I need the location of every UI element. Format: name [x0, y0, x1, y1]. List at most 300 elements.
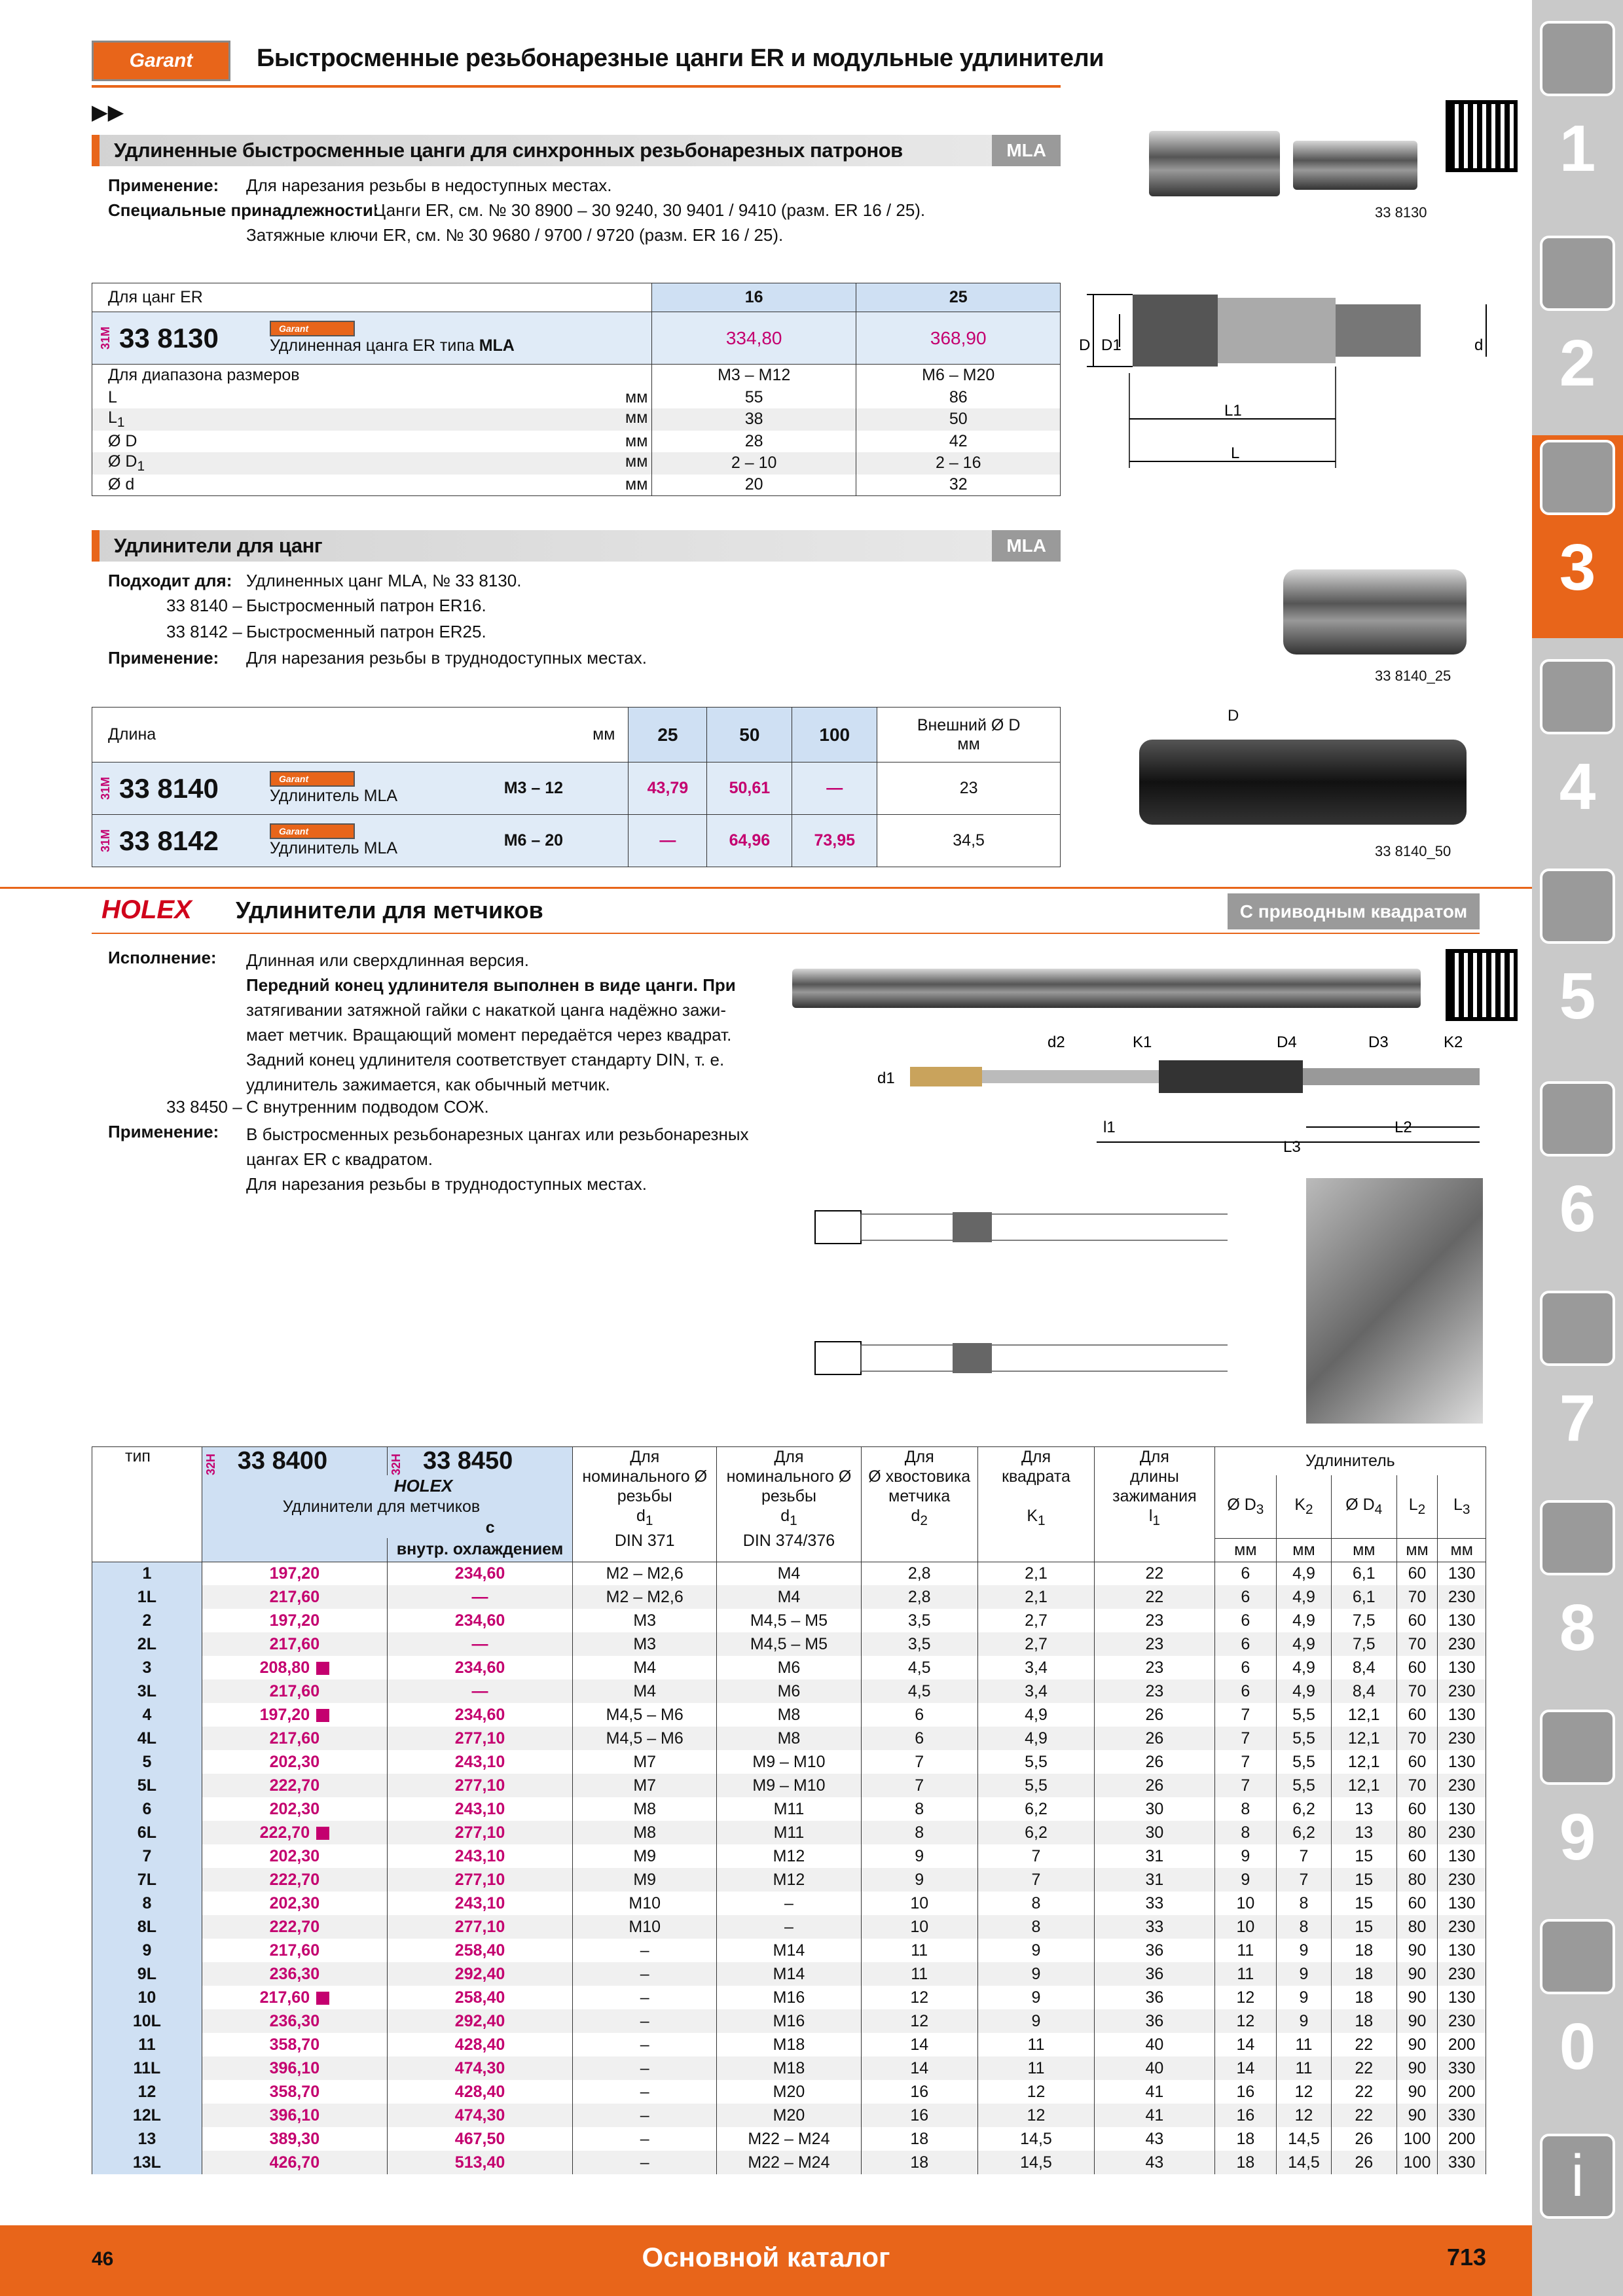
s2-caption-2: 33 8140_50 [1375, 843, 1451, 859]
chapter-i-icon[interactable]: i [1540, 2134, 1615, 2219]
spec-cell: 7 [1277, 1868, 1332, 1892]
spec-cell: 60 [1396, 1797, 1438, 1821]
type-cell: 8 [92, 1892, 202, 1915]
price-cell: 358,70 [202, 2033, 387, 2056]
spec-cell: 4,9 [1277, 1562, 1332, 1585]
price-cell: 428,40 [387, 2033, 572, 2056]
table-row[interactable] [92, 1939, 1486, 1962]
s1-brand-logo: Garant [270, 321, 355, 336]
spec-cell: 6,2 [977, 1821, 1094, 1844]
bt-sub-L2: $L_2$ [1396, 1475, 1438, 1538]
spec-cell: 90 [1396, 1939, 1438, 1962]
table-row[interactable] [92, 1679, 1486, 1703]
spec-cell: 130 [1438, 1892, 1486, 1915]
section1-bar [92, 135, 1061, 166]
bt-h: метчика [888, 1487, 951, 1505]
spec-cell: 14 [1214, 2033, 1276, 2056]
s3-app-line: цангах ER с квадратом. [246, 1149, 433, 1169]
spec-cell: 3,5 [861, 1609, 977, 1632]
s2-caption-1: 33 8140_25 [1375, 668, 1451, 684]
chapter-8-icon[interactable] [1540, 1500, 1615, 1575]
chapter-9-icon[interactable] [1540, 1710, 1615, 1785]
table-row[interactable] [92, 2080, 1486, 2104]
type-cell: 11 [92, 2033, 202, 2056]
s1-price-25: 368,90 [856, 312, 1061, 365]
spec-cell: – [573, 1939, 717, 1962]
spec-cell: 14,5 [977, 2127, 1094, 2151]
availability-marker [316, 1992, 329, 2005]
spec-cell: 9 [1214, 1844, 1276, 1868]
s2-range: M3 – 12 [439, 762, 629, 815]
s2-side-code: 31M [99, 776, 112, 800]
s3-exec-line: Задний конец удлинителя соответствует стандарту DIN, т. е. [246, 1050, 725, 1069]
price-cell: 217,60 [202, 1939, 387, 1962]
s2-side-code: 31M [99, 829, 112, 852]
s2-length-50: 50 [707, 708, 792, 762]
spec-cell: 13 [1331, 1797, 1396, 1821]
s2-drawing-D: D [1228, 707, 1239, 725]
bt-h: квадрата [1002, 1467, 1070, 1486]
spec-cell: 200 [1438, 2080, 1486, 2104]
table-row[interactable] [92, 1774, 1486, 1797]
spec-cell: 9 [977, 1986, 1094, 2009]
table-row[interactable] [92, 1727, 1486, 1750]
spec-cell: 4,9 [977, 1727, 1094, 1750]
spec-cell: 10 [861, 1915, 977, 1939]
spec-cell: 4,9 [1277, 1585, 1332, 1609]
spec-cell: 7 [1214, 1774, 1276, 1797]
chapter-2-icon[interactable] [1540, 236, 1615, 311]
spec-cell: 22 [1331, 2056, 1396, 2080]
bt-h: Для [904, 1448, 934, 1466]
price-cell: 234,60 [387, 1562, 572, 1585]
price-cell: 202,30 [202, 1892, 387, 1915]
table-row[interactable] [92, 1868, 1486, 1892]
s1-accessories-text1: Цанги ER, см. № 30 8900 – 30 9240, 30 9401 / 9410 (разм. ER 16 / 25). [373, 200, 926, 220]
price-cell: 428,40 [387, 2080, 572, 2104]
spec-cell: 22 [1331, 2080, 1396, 2104]
spec-cell: 18 [1331, 1962, 1396, 1986]
arrows-icon: ▶▶ [92, 100, 124, 124]
spec-cell: 8,4 [1331, 1656, 1396, 1679]
table-row[interactable] [92, 1562, 1486, 1585]
table-row[interactable] [92, 2033, 1486, 2056]
spec-cell: M14 [717, 1939, 861, 1962]
table-row[interactable] [92, 1797, 1486, 1821]
chapter-0-icon[interactable] [1540, 1919, 1615, 1994]
table-row[interactable] [92, 1750, 1486, 1774]
spec-cell: – [717, 1915, 861, 1939]
footer-page-left: 46 [92, 2248, 114, 2270]
spec-cell: M9 [573, 1844, 717, 1868]
dim-D3: D3 [1368, 1033, 1389, 1051]
spec-cell: 330 [1438, 2056, 1486, 2080]
s1-cell: 38 [651, 408, 856, 431]
price-cell: 277,10 [387, 1774, 572, 1797]
price-cell: 197,20 [202, 1703, 387, 1727]
bt-h: DIN 374/376 [742, 1532, 835, 1550]
spec-cell: 11 [1214, 1962, 1276, 1986]
spec-cell: 5,5 [977, 1750, 1094, 1774]
spec-cell: M3 [573, 1632, 717, 1656]
price-cell: 217,60 [202, 1585, 387, 1609]
spec-cell: 7 [861, 1750, 977, 1774]
s2-row-338142[interactable] [92, 815, 1061, 867]
table-row[interactable] [92, 2151, 1486, 2174]
section3-subrule [92, 933, 1480, 934]
spec-cell: 60 [1396, 1609, 1438, 1632]
chapter-4-icon[interactable] [1540, 659, 1615, 734]
table-row[interactable] [92, 1609, 1486, 1632]
s3-exec-line: Длинная или сверхдлинная версия. [246, 950, 529, 970]
spec-cell: 5,5 [1277, 1774, 1332, 1797]
type-cell: 5 [92, 1750, 202, 1774]
s3-exec-line: удлинитель зажимается, как обычный метчик. [246, 1075, 610, 1094]
chapter-number[interactable]: 3 [1559, 531, 1596, 604]
bt-h: Для [630, 1448, 660, 1466]
spec-cell: M6 [717, 1679, 861, 1703]
price-cell: 396,10 [202, 2056, 387, 2080]
table-row[interactable] [92, 2127, 1486, 2151]
extension-photo-50 [1139, 740, 1467, 825]
s2-range: M6 – 20 [439, 815, 629, 867]
chapter-number[interactable]: 2 [1559, 327, 1596, 400]
price-cell: 474,30 [387, 2104, 572, 2127]
bt-body [92, 1562, 1486, 2174]
s1-range-25: M6 – M20 [856, 365, 1061, 387]
spec-cell: 7 [1277, 1844, 1332, 1868]
price-cell: 292,40 [387, 1962, 572, 1986]
spec-cell: M22 – M24 [717, 2127, 861, 2151]
chapter-3-icon[interactable] [1540, 440, 1615, 515]
table-row[interactable] [92, 1986, 1486, 2009]
spec-cell: 26 [1095, 1703, 1215, 1727]
spec-cell: 3,4 [977, 1679, 1094, 1703]
spec-cell: 9 [977, 1939, 1094, 1962]
section2-bar [92, 530, 1061, 562]
spec-cell: 14 [861, 2033, 977, 2056]
collet-photo-1 [1149, 131, 1280, 196]
bt-unit: мм [1214, 1538, 1276, 1562]
s1-photo-caption: 33 8130 [1375, 204, 1427, 221]
spec-cell: 3,4 [977, 1656, 1094, 1679]
dim-L1: L1 [1224, 402, 1242, 420]
section2-title: Удлинители для цанг [114, 534, 323, 557]
table-row[interactable] [92, 2056, 1486, 2080]
bt-brand: HOLEX [393, 1476, 453, 1496]
spec-cell: 18 [1331, 1986, 1396, 2009]
s1-cell: 2 – 10 [651, 452, 856, 475]
type-cell: 7L [92, 1868, 202, 1892]
spec-cell: – [573, 2080, 717, 2104]
spec-cell: 11 [861, 1939, 977, 1962]
bt-unit: мм [1331, 1538, 1396, 1562]
spec-cell: 6 [1214, 1562, 1276, 1585]
spec-cell: 12 [1277, 2080, 1332, 2104]
spec-cell: 11 [861, 1962, 977, 1986]
bt-h: $d_1$ [636, 1507, 653, 1528]
spec-cell: 33 [1095, 1892, 1215, 1915]
s2-brand-logo: Garant [270, 771, 355, 787]
bt-code-338450: 33 8450 [422, 1447, 513, 1475]
spec-cell: 18 [1214, 2151, 1276, 2174]
qr-code-2[interactable] [1446, 949, 1518, 1021]
s2-l1-code: 33 8140 – [166, 596, 242, 615]
spec-cell: M20 [717, 2104, 861, 2127]
bt-unit: мм [1438, 1538, 1486, 1562]
spec-cell: 9 [861, 1844, 977, 1868]
tap-extender-photo [792, 969, 1421, 1008]
spec-cell: M2 – M2,6 [573, 1585, 717, 1609]
bt-sub-D3: Ø $D_3$ [1214, 1475, 1276, 1538]
spec-cell: M4,5 – M6 [573, 1703, 717, 1727]
spec-cell: 90 [1396, 2033, 1438, 2056]
chapter-number[interactable]: 9 [1559, 1801, 1596, 1874]
s2-desc: Удлинитель MLA [270, 839, 398, 857]
spec-cell: 6,2 [1277, 1797, 1332, 1821]
spec-cell: 9 [1277, 1962, 1332, 1986]
spec-cell: 33 [1095, 1915, 1215, 1939]
spec-cell: 4,5 [861, 1656, 977, 1679]
tap-extender-section-1 [809, 1172, 1228, 1289]
bt-code-338400: 33 8400 [237, 1447, 328, 1475]
spec-cell: M12 [717, 1844, 861, 1868]
spec-cell: 90 [1396, 2080, 1438, 2104]
chapter-number[interactable]: 4 [1559, 750, 1596, 823]
chapter-number[interactable]: 1 [1559, 112, 1596, 185]
chapter-7-icon[interactable] [1540, 1291, 1615, 1366]
chapter-6-icon[interactable] [1540, 1081, 1615, 1157]
spec-cell: 12 [1214, 1986, 1276, 2009]
spec-cell: 6 [1214, 1656, 1276, 1679]
chapter-number[interactable]: 7 [1559, 1382, 1596, 1455]
s2-price: 64,96 [707, 815, 792, 867]
table-row[interactable] [92, 1962, 1486, 1986]
bt-h: номинального Ø [582, 1467, 708, 1486]
spec-cell: M4 [717, 1585, 861, 1609]
tap-extender-drawing [871, 1028, 1493, 1172]
s2-length-label: Длина [92, 708, 439, 762]
type-cell: 2L [92, 1632, 202, 1656]
type-cell: 2 [92, 1609, 202, 1632]
spec-cell: 200 [1438, 2033, 1486, 2056]
spec-cell: 130 [1438, 1656, 1486, 1679]
spec-cell: 9 [861, 1868, 977, 1892]
dim-l1: l1 [1103, 1119, 1116, 1136]
s1-application-text: Для нарезания резьбы в недоступных местах. [246, 175, 612, 195]
price-cell: 234,60 [387, 1609, 572, 1632]
spec-cell: M8 [573, 1821, 717, 1844]
s1-accessories-label: Специальные принадлежности: [108, 200, 379, 220]
s3-exec-label: Исполнение: [108, 948, 217, 967]
price-cell: 217,60 [202, 1727, 387, 1750]
s2-price: 50,61 [707, 762, 792, 815]
spec-cell: 5,5 [1277, 1703, 1332, 1727]
spec-cell: 11 [1214, 1939, 1276, 1962]
spec-cell: 6 [861, 1727, 977, 1750]
s1-row-L1: $L_1$ [108, 408, 125, 430]
s2-row-338140[interactable] [92, 762, 1061, 815]
chapter-number[interactable]: 6 [1559, 1172, 1596, 1246]
spec-cell: 14,5 [1277, 2127, 1332, 2151]
spec-cell: 40 [1095, 2056, 1215, 2080]
dim-d: d [1474, 336, 1484, 354]
spec-cell: 9 [1277, 1939, 1332, 1962]
spec-cell: 12 [1214, 2009, 1276, 2033]
spec-cell: 7,5 [1331, 1609, 1396, 1632]
s1-size-25: 25 [856, 283, 1061, 312]
price-cell: 243,10 [387, 1892, 572, 1915]
spec-cell: 12,1 [1331, 1750, 1396, 1774]
spec-cell: 6 [1214, 1609, 1276, 1632]
spec-cell: 15 [1331, 1892, 1396, 1915]
s2-brand-logo: Garant [270, 823, 355, 839]
spec-cell: 18 [1331, 1939, 1396, 1962]
spec-cell: M9 – M10 [717, 1774, 861, 1797]
spec-cell: 230 [1438, 1679, 1486, 1703]
spec-cell: 12,1 [1331, 1774, 1396, 1797]
price-cell: — [387, 1632, 572, 1656]
spec-cell: – [573, 2104, 717, 2127]
section3-title: Удлинители для метчиков [236, 897, 543, 924]
table-row[interactable] [92, 1844, 1486, 1868]
spec-cell: 16 [1214, 2080, 1276, 2104]
dim-K2: K2 [1444, 1033, 1463, 1051]
spec-cell: 9 [1277, 1986, 1332, 2009]
spec-cell: 6,2 [977, 1797, 1094, 1821]
spec-cell: – [573, 2151, 717, 2174]
table-row[interactable] [92, 1656, 1486, 1679]
spec-cell: 36 [1095, 2009, 1215, 2033]
spec-cell: 18 [1331, 2009, 1396, 2033]
type-cell: 13 [92, 2127, 202, 2151]
spec-cell: 14 [1214, 2056, 1276, 2080]
spec-cell: 15 [1331, 1868, 1396, 1892]
s2-unit: мм [439, 708, 629, 762]
s2-fits-text: Удлиненных цанг MLA, № 33 8130. [246, 571, 522, 590]
spec-cell: 130 [1438, 1562, 1486, 1585]
bt-h: зажимания [1112, 1487, 1197, 1505]
table-row[interactable] [92, 1821, 1486, 1844]
s1-range-16: M3 – M12 [651, 365, 856, 387]
chapter-5-icon[interactable] [1540, 869, 1615, 944]
price-cell: 222,70 [202, 1915, 387, 1939]
price-cell: 222,70 [202, 1774, 387, 1797]
spec-cell: 80 [1396, 1821, 1438, 1844]
table-row[interactable] [92, 1703, 1486, 1727]
table-row[interactable] [92, 2009, 1486, 2033]
spec-cell: 4,9 [1277, 1679, 1332, 1703]
spec-cell: 80 [1396, 1868, 1438, 1892]
spec-cell: 26 [1331, 2151, 1396, 2174]
spec-cell: 7 [1214, 1750, 1276, 1774]
spec-cell: 5,5 [1277, 1727, 1332, 1750]
spec-cell: M9 [573, 1868, 717, 1892]
spec-cell: M11 [717, 1821, 861, 1844]
s1-application-label: Применение: [108, 175, 219, 195]
spec-cell: M3 [573, 1609, 717, 1632]
table-row[interactable] [92, 1585, 1486, 1609]
spec-cell: 6,1 [1331, 1562, 1396, 1585]
spec-cell: 18 [1214, 2127, 1276, 2151]
qr-code-1[interactable] [1446, 100, 1518, 172]
spec-cell: – [573, 2033, 717, 2056]
bt-h: Для [1139, 1448, 1169, 1466]
table-row[interactable] [92, 2104, 1486, 2127]
chapter-number[interactable]: 8 [1559, 1591, 1596, 1664]
machining-photo [1306, 1178, 1483, 1424]
spec-cell: 7,5 [1331, 1632, 1396, 1656]
spec-cell: 230 [1438, 1868, 1486, 1892]
price-cell: 222,70 [202, 1868, 387, 1892]
spec-cell: 4,9 [1277, 1632, 1332, 1656]
spec-cell: 7 [977, 1868, 1094, 1892]
spec-cell: 230 [1438, 1915, 1486, 1939]
s2-table [92, 707, 1061, 867]
collet-drawing [1074, 275, 1519, 484]
spec-cell: 4,9 [1277, 1609, 1332, 1632]
s1-unit: мм [625, 475, 648, 494]
bt-desc: Удлинители для метчиков [282, 1498, 481, 1516]
spec-cell: 90 [1396, 2009, 1438, 2033]
spec-cell: M4 [573, 1656, 717, 1679]
s1-cell: 55 [651, 387, 856, 408]
s2-length-100: 100 [792, 708, 877, 762]
extension-photo-25 [1283, 569, 1467, 655]
s1-desc-prefix: Удлиненная цанга ER типа [270, 336, 479, 355]
spec-cell: 14,5 [977, 2151, 1094, 2174]
price-cell: 277,10 [387, 1727, 572, 1750]
bt-sub-L3: $L_3$ [1438, 1475, 1486, 1538]
table-row[interactable] [92, 1632, 1486, 1656]
tap-extenders-table [92, 1446, 1486, 2174]
table-row[interactable] [92, 1915, 1486, 1939]
spec-cell: M8 [717, 1727, 861, 1750]
bt-h: Для [774, 1448, 804, 1466]
spec-cell: – [573, 1962, 717, 1986]
price-cell: 243,10 [387, 1750, 572, 1774]
chapter-1-icon[interactable] [1540, 21, 1615, 96]
logo-text: Garant [129, 50, 193, 71]
spec-cell: 15 [1331, 1844, 1396, 1868]
chapter-number[interactable]: 0 [1559, 2010, 1596, 2083]
type-cell: 10L [92, 2009, 202, 2033]
spec-cell: 2,1 [977, 1562, 1094, 1585]
spec-cell: M2 – M2,6 [573, 1562, 717, 1585]
price-cell: 197,20 [202, 1562, 387, 1585]
spec-cell: 10 [861, 1892, 977, 1915]
s1-cell: 20 [651, 475, 856, 496]
spec-cell: 80 [1396, 1915, 1438, 1939]
chapter-number[interactable]: 5 [1559, 960, 1596, 1033]
spec-cell: 11 [1277, 2033, 1332, 2056]
type-cell: 13L [92, 2151, 202, 2174]
spec-cell: 2,7 [977, 1632, 1094, 1656]
spec-cell: 230 [1438, 1585, 1486, 1609]
spec-cell: 4,9 [1277, 1656, 1332, 1679]
s1-range-label: Для диапазона размеров [92, 365, 652, 387]
type-cell: 3L [92, 1679, 202, 1703]
s3-exec-text [246, 948, 736, 1097]
bt-h: резьбы [761, 1487, 816, 1505]
s2-outer: 34,5 [877, 815, 1061, 867]
spec-cell: 9 [977, 1962, 1094, 1986]
s2-length-25: 25 [629, 708, 707, 762]
s3-app-text [246, 1122, 749, 1196]
spec-cell: 8 [977, 1915, 1094, 1939]
price-cell: 292,40 [387, 2009, 572, 2033]
table-row[interactable] [92, 1892, 1486, 1915]
